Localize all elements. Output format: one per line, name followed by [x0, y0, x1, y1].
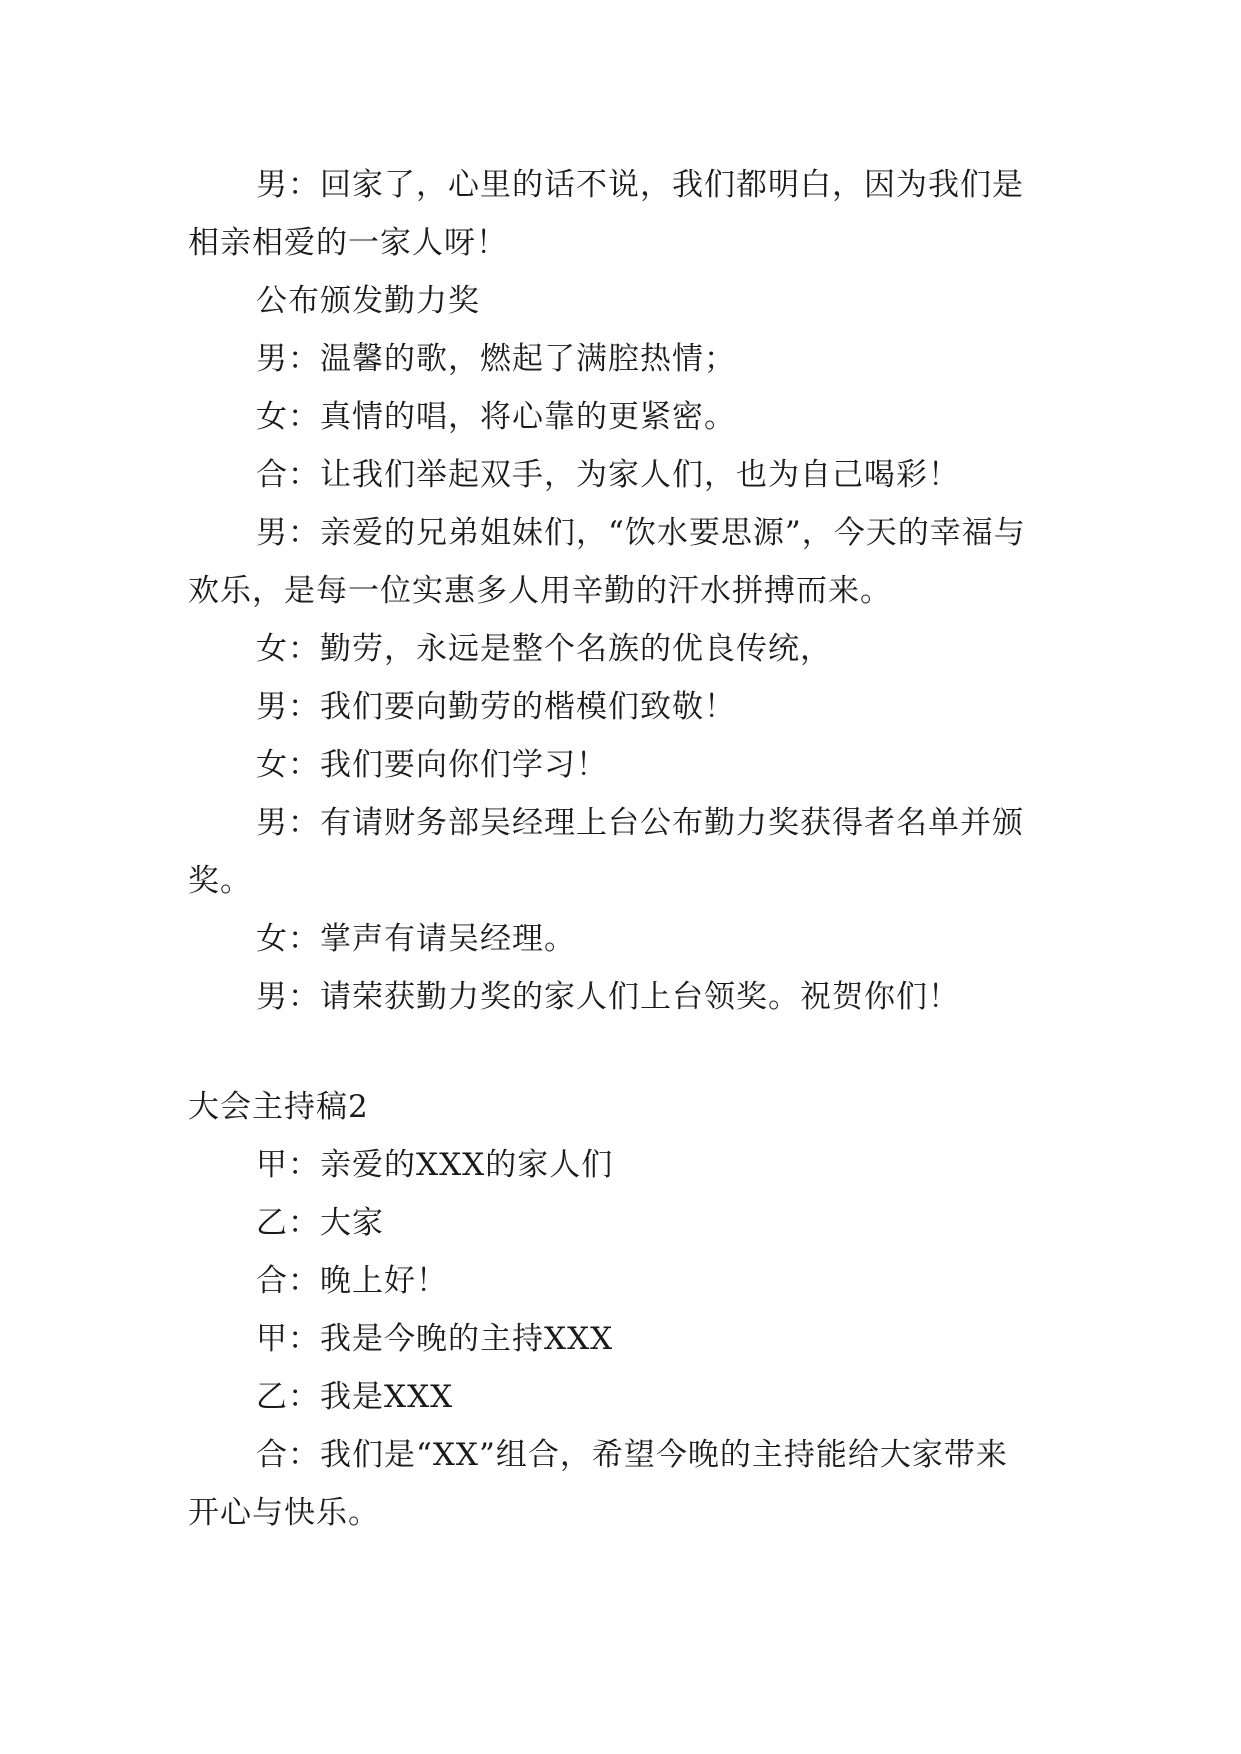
paragraph-line: 男：请荣获勤力奖的家人们上台领奖。祝贺你们！: [256, 979, 960, 1015]
paragraph-line: 合：我们是“XX”组合，希望今晚的主持能给大家带来: [256, 1437, 1008, 1473]
paragraph-line: 合：让我们举起双手，为家人们，也为自己喝彩！: [256, 457, 960, 493]
section-title: 大会主持稿2: [188, 1089, 369, 1125]
paragraph-line: 欢乐，是每一位实惠多人用辛勤的汗水拼搏而来。: [188, 573, 892, 609]
paragraph-line: 男：温馨的歌，燃起了满腔热情；: [256, 341, 736, 377]
paragraph-line: 开心与快乐。: [188, 1495, 380, 1531]
paragraph-line: 乙：大家: [256, 1205, 384, 1241]
paragraph-line: 相亲相爱的一家人呀！: [188, 225, 508, 261]
paragraph-line: 合：晚上好！: [256, 1263, 448, 1299]
paragraph-line: 女：掌声有请吴经理。: [256, 921, 576, 957]
paragraph-line: 乙：我是XXX: [256, 1379, 454, 1415]
paragraph-line: 甲：亲爱的XXX的家人们: [256, 1147, 614, 1183]
paragraph-line: 男：回家了，心里的话不说，我们都明白，因为我们是: [256, 167, 1024, 203]
paragraph-line: 男：有请财务部吴经理上台公布勤力奖获得者名单并颁: [256, 805, 1024, 841]
paragraph-line: 女：我们要向你们学习！: [256, 747, 608, 783]
paragraph-line: 女：勤劳，永远是整个名族的优良传统，: [256, 631, 832, 667]
paragraph-line: 奖。: [188, 863, 252, 899]
paragraph-line: 公布颁发勤力奖: [256, 283, 480, 319]
paragraph-line: 甲：我是今晚的主持XXX: [256, 1321, 614, 1357]
section-spacer: [188, 1026, 1054, 1078]
paragraph-line: 男：我们要向勤劳的楷模们致敬！: [256, 689, 736, 725]
paragraph-line: 男：亲爱的兄弟姐妹们，“饮水要思源”，今天的幸福与: [256, 515, 1026, 551]
document-body: [188, 156, 1054, 1542]
paragraph-line: 女：真情的唱，将心靠的更紧密。: [256, 399, 736, 435]
